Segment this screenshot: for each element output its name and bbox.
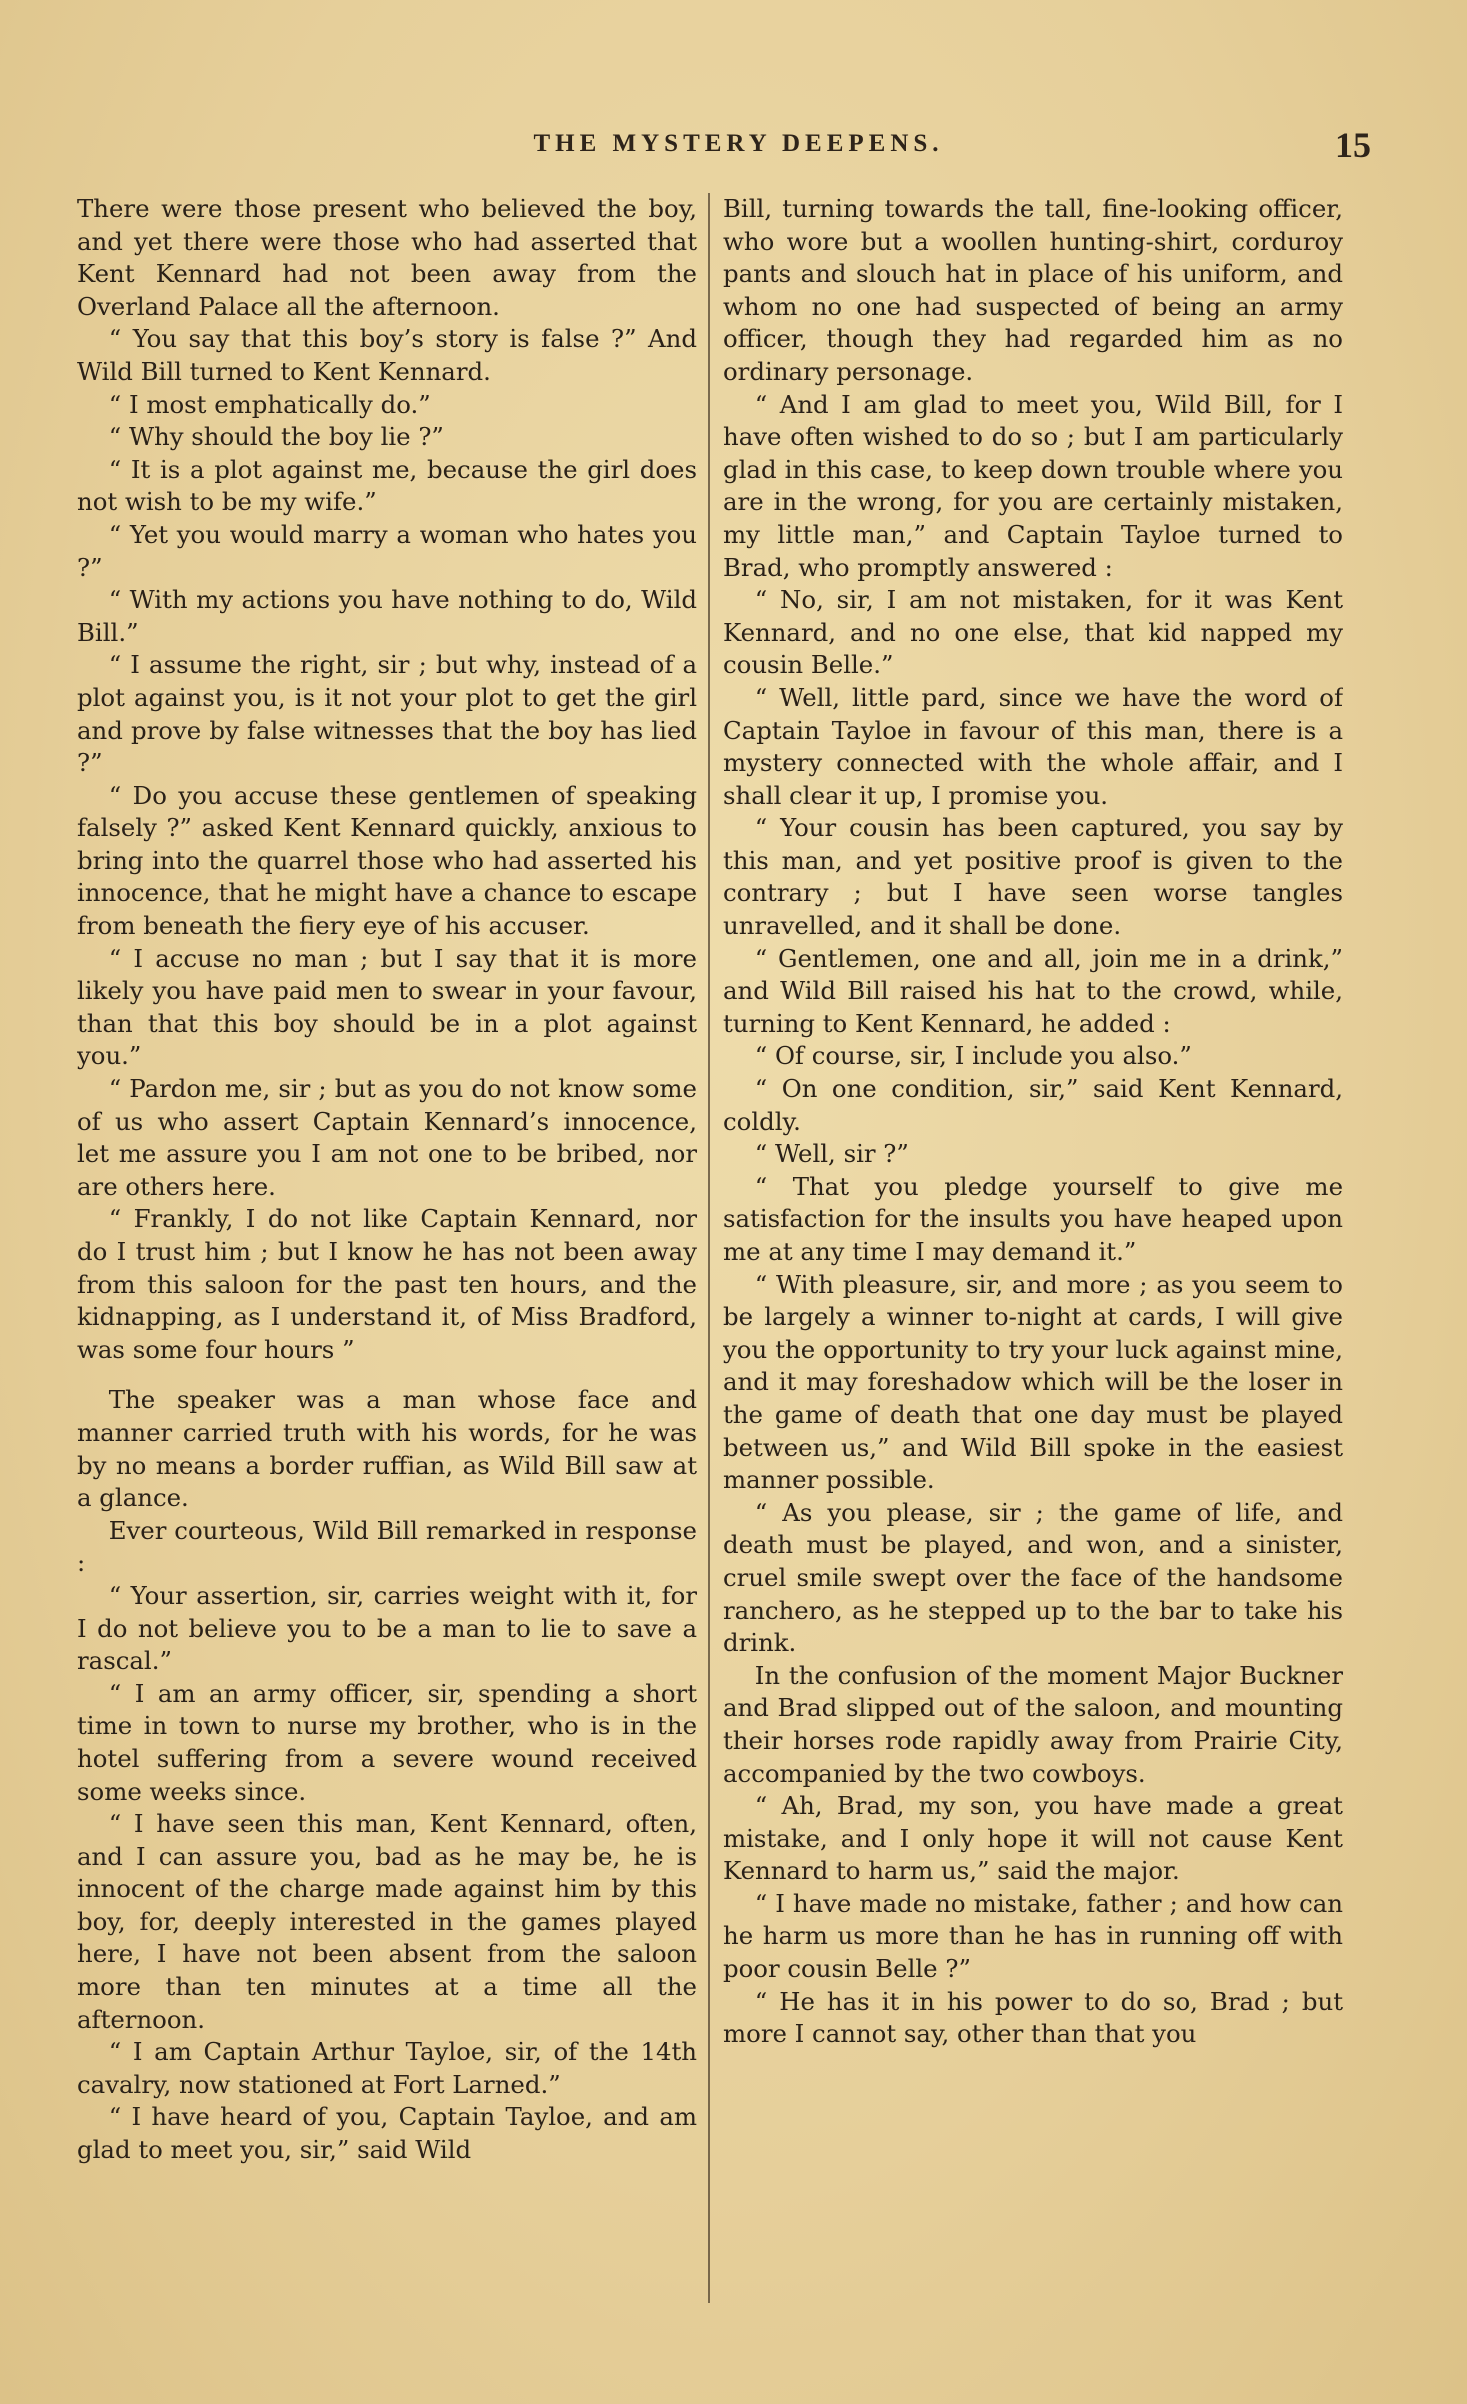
paragraph: “ That you pledge yourself to give me satisfaction for the insults you have heaped upon me at any time I may demand it.” (723, 1171, 1343, 1266)
paragraph: “ Yet you would marry a woman who hates you ?” (77, 519, 697, 582)
paragraph: “ I assume the right, sir ; but why, instead of a plot against you, is it not your plot to get the girl and prove by false witnesses that the boy has lied ?” (77, 650, 697, 778)
paragraph: In the confusion of the moment Major Buckner and Brad slipped out of the saloon, and mounting their horses rode rapidly away from Prairie City, accompanied by the two cowboys. (723, 1660, 1343, 1788)
paragraph: “ I have seen this man, Kent Kennard, often, and I can assure you, bad as he may be, he is innocent of the charge made against him by this boy, for, deeply interested in the games played here, I have not been absent from the saloon more than ten minutes at a time all the afternoon. (77, 1809, 697, 2034)
column-divider (708, 193, 710, 2303)
paragraph: There were those present who believed the boy, and yet there were those who had asserted that Kent Kennard had not been away from the Overland Palace all the afternoon. (77, 194, 697, 321)
paragraph: “ You say that this boy’s story is false ?” And Wild Bill turned to Kent Kennard. (77, 324, 697, 386)
paragraph: “ As you please, sir ; the game of life, and death must be played, and won, and a sinister, cruel smile swept over the face of the handsome ranchero, as he stepped up to the bar to take his drink. (723, 1497, 1343, 1658)
running-head (70, 125, 1407, 170)
paragraph: “ With pleasure, sir, and more ; as you seem to be largely a winner to-night at cards, I will give you the opportunity to try your luck against mine, and it may foreshadow which will be the loser in the game of death that one day must be played between us,” and Wild Bill spoke in the easiest manner possible. (723, 1269, 1343, 1495)
paragraph: “ I have heard of you, Captain Tayloe, and am glad to meet you, sir,” said Wild (77, 2102, 697, 2165)
paragraph: “ Why should the boy lie ?” (108, 422, 444, 452)
paragraph: “ I most emphatically do.” (108, 389, 431, 419)
paragraph: The speaker was a man whose face and manner carried truth with his words, for he was by no means a border ruffian, as Wild Bill saw at a glance. (77, 1385, 697, 1513)
paragraph: “ Do you accuse these gentlemen of speaking falsely ?” asked Kent Kennard quickly, anxious to bring into the quarrel those who had asserted his innocence, that he might have a chance to escape from beneath the fiery eye of his accuser. (77, 780, 697, 941)
paragraph: “ Pardon me, sir ; but as you do not know some of us who assert Captain Kennard’s innocence, let me assure you I am not one to be bribed, nor are others here. (77, 1074, 697, 1201)
paragraph: “ Your assertion, sir, carries weight with it, for I do not believe you to be a man to lie to save a rascal.” (77, 1580, 697, 1676)
paragraph: “ I accuse no man ; but I say that it is more likely you have paid men to swear in your favour, than that this boy should be in a plot against you.” (77, 943, 697, 1071)
paragraph: “ Well, little pard, since we have the word of Captain Tayloe in favour of this man, there is a mystery connected with the whole affair, and I shall clear it up, I promise you. (723, 682, 1343, 810)
paragraph: “ Well, sir ?” (754, 1139, 909, 1169)
left-column (77, 193, 697, 2308)
paragraph: “ Frankly, I do not like Captain Kennard, nor do I trust him ; but I know he has not been away from this saloon for the past ten hours, and the kidnapping, as I understand it, of Miss Bradford, was some four hours ” (77, 1204, 697, 1364)
paragraph: “ I am Captain Arthur Tayloe, sir, of the 14th cavalry, now stationed at Fort Larned.” (77, 2037, 697, 2099)
paragraph: “ Ah, Brad, my son, you have made a great mistake, and I only hope it will not cause Kent Kennard to harm us,” said the major. (723, 1791, 1343, 1886)
paragraph: Ever courteous, Wild Bill remarked in response : (77, 1515, 697, 1578)
paragraph: “ I have made no mistake, father ; and how can he harm us more than he has in running off with poor cousin Belle ?” (723, 1888, 1343, 1984)
paragraph: “ It is a plot against me, because the girl does not wish to be my wife.” (77, 454, 697, 517)
paragraph: “ Gentlemen, one and all, join me in a drink,” and Wild Bill raised his hat to the crowd, while, turning to Kent Kennard, he added : (723, 943, 1343, 1038)
page-number: 15 (1335, 125, 1371, 165)
paragraph: Bill, turning towards the tall, fine-looking officer, who wore but a woollen hunting-shirt, corduroy pants and slouch hat in place of his uniform, and whom no one had suspected of being an army officer, though they had regarded him as no ordinary personage. (723, 194, 1343, 386)
running-title: THE MYSTERY DEEPENS. (533, 130, 944, 157)
paragraph: “ Of course, sir, I include you also.” (754, 1041, 1192, 1071)
paragraph: “ He has it in his power to do so, Brad ; but more I cannot say, other than that you (723, 1986, 1343, 2049)
paragraph: “ On one condition, sir,” said Kent Kennard, coldly. (723, 1074, 1343, 1136)
paragraph: “ I am an army officer, sir, spending a short time in town to nurse my brother, who is in the hotel suffering from a severe wound received some weeks since. (77, 1678, 697, 1806)
paragraph: “ And I am glad to meet you, Wild Bill, for I have often wished to do so ; but I am particularly glad in this case, to keep down trouble where you are in the wrong, for you are certainly mistaken, my little man,” and Captain Tayloe turned to Brad, who promptly answered : (723, 389, 1343, 582)
paragraph: “ Your cousin has been captured, you say by this man, and yet positive proof is given to the contrary ; but I have seen worse tangles unravelled, and it shall be done. (723, 813, 1343, 941)
paragraph: “ No, sir, I am not mistaken, for it was Kent Kennard, and no one else, that kid napped my cousin Belle.” (723, 585, 1343, 680)
paragraph: “ With my actions you have nothing to do, Wild Bill.” (77, 585, 697, 647)
right-column (723, 193, 1343, 2308)
